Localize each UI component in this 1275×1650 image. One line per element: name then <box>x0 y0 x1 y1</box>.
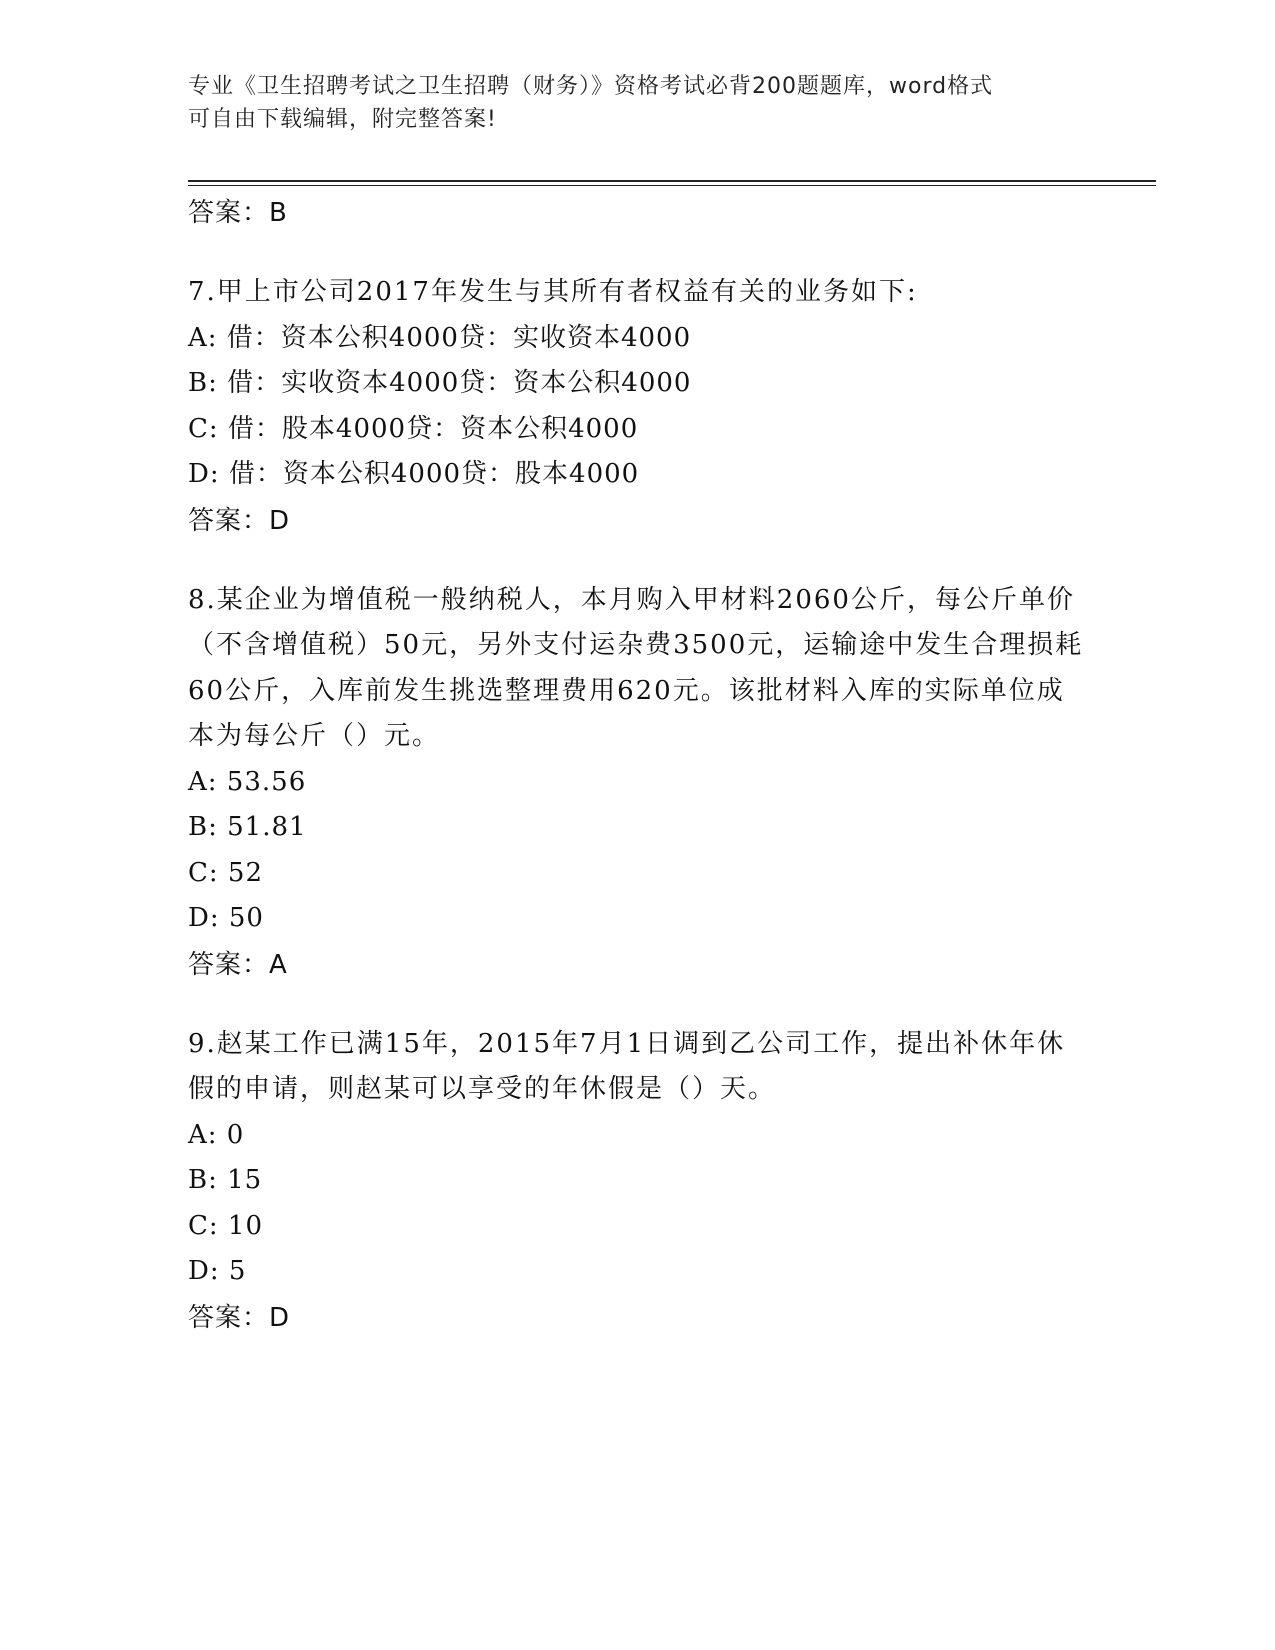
option-d: D: 5 <box>188 1256 247 1286</box>
answer-line: 答案：A <box>188 949 288 980</box>
question-7 <box>188 270 1088 544</box>
option-b: B: 借：实收资本4000贷：资本公积4000 <box>188 368 692 398</box>
question-stem: 7.甲上市公司2017年发生与其所有者权益有关的业务如下: <box>188 277 918 307</box>
option-b: B: 51.81 <box>188 812 307 842</box>
option-d: D: 50 <box>188 903 264 933</box>
header-divider-thin <box>188 185 1156 186</box>
header-line-1: 专业《卫生招聘考试之卫生招聘（财务）》资格考试必背200题题库，word格式 <box>188 74 994 99</box>
answer-line: 答案：D <box>188 505 291 536</box>
option-b: B: 15 <box>188 1165 263 1195</box>
question-8 <box>188 578 1088 988</box>
option-a: A: 借：资本公积4000贷：实收资本4000 <box>188 322 692 353</box>
option-a: A: 0 <box>188 1119 245 1150</box>
question-stem: 8.某企业为增值税一般纳税人，本月购入甲材料2060公斤，每公斤单价（不含增值税）50元，另外支付运杂费3500元，运输途中发生合理损耗60公斤，入库前发生挑选整理费用620元。该批材料入库的实际单位成本为每公斤（）元。 <box>188 584 1084 751</box>
option-a: A: 53.56 <box>188 766 307 797</box>
question-stem: 9.赵某工作已满15年，2015年7月1日调到乙公司工作，提出补休年休假的申请，则赵某可以享受的年休假是（）天。 <box>188 1028 1066 1104</box>
header-divider-thick <box>188 180 1156 182</box>
option-c: C: 借：股本4000贷：资本公积4000 <box>188 413 639 444</box>
previous-answer: 答案：B <box>188 198 288 228</box>
question-9 <box>188 1022 1088 1341</box>
header-line-2: 可自由下载编辑，附完整答案! <box>188 107 497 132</box>
question-list <box>188 190 1088 1375</box>
option-c: C: 10 <box>188 1210 264 1241</box>
option-d: D: 借：资本公积4000贷：股本4000 <box>188 459 640 489</box>
document-header <box>188 70 1068 136</box>
answer-line: 答案：D <box>188 1302 291 1333</box>
option-c: C: 52 <box>188 857 264 888</box>
